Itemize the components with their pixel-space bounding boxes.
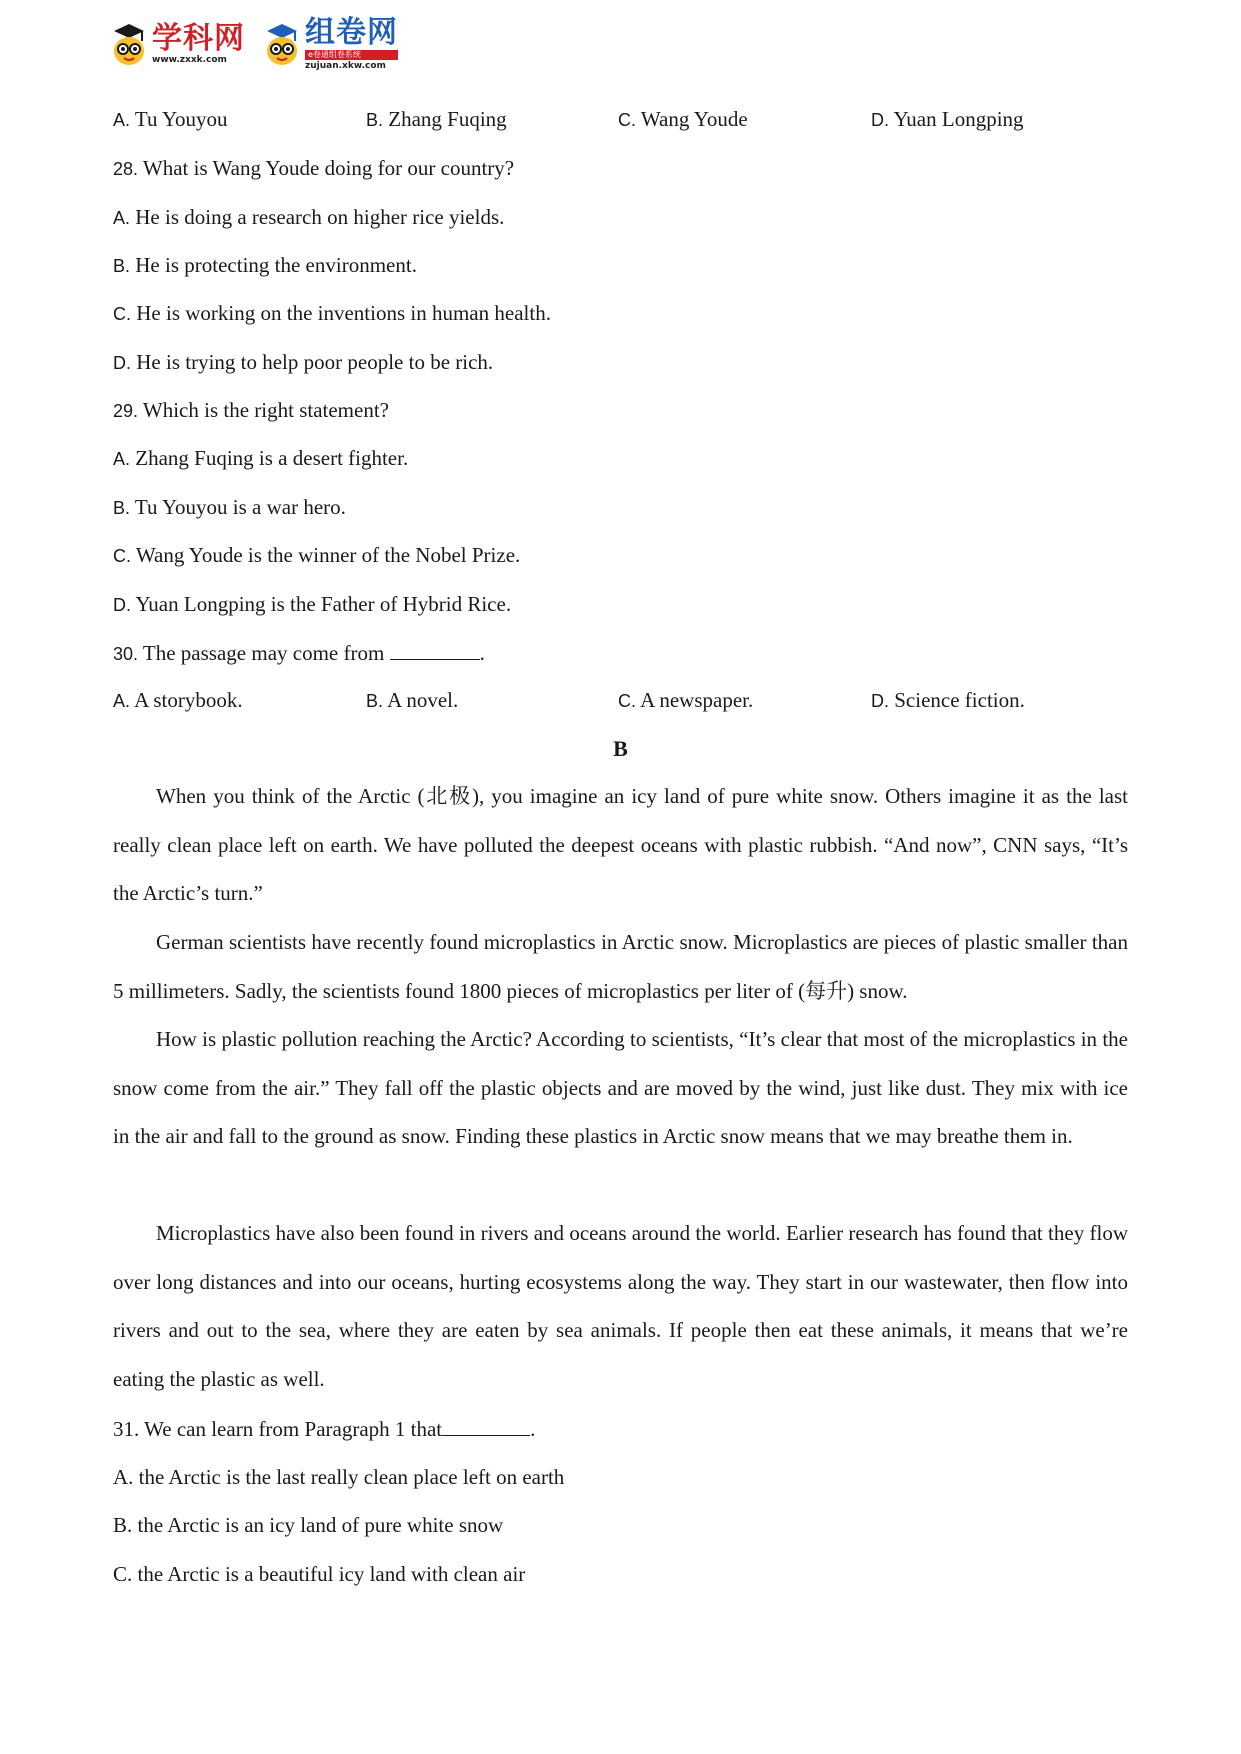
section-b-title: B xyxy=(613,736,628,761)
mascot-icon xyxy=(263,21,301,67)
q27-option-a: A. Tu Youyou xyxy=(113,107,228,131)
q29-stem: 29. Which is the right statement? xyxy=(113,398,389,422)
q28-stem: 28. What is Wang Youde doing for our country? xyxy=(113,156,515,180)
q30-option-b: B. A novel. xyxy=(366,688,459,712)
zujuan-logo-site: zujuan.xkw.com xyxy=(305,61,386,71)
zxxk-logo-site: www.zxxk.com xyxy=(152,55,227,65)
q27-option-b: B. Zhang Fuqing xyxy=(366,107,507,131)
q30-stem: 30. The passage may come from . xyxy=(113,641,485,665)
zujuan-logo-name: 组卷网 xyxy=(305,15,398,50)
page-header xyxy=(110,14,416,74)
zujuan-logo-tag: e卷通组卷系统 xyxy=(305,50,398,60)
q29-option-c: C. Wang Youde is the winner of the Nobel Prize. xyxy=(113,543,521,567)
q28-option-b: B. He is protecting the environment. xyxy=(113,253,417,277)
q28-option-d: D. He is trying to help poor people to be rich. xyxy=(113,350,494,374)
answer-blank xyxy=(390,639,480,660)
zujuan-logo xyxy=(263,17,398,71)
q28-option-a: A. He is doing a research on higher rice yields. xyxy=(113,205,505,229)
q30-option-c: C. A newspaper. xyxy=(618,688,754,712)
zxxk-logo-name: 学科网 xyxy=(152,21,245,56)
passage-paragraph-1: When you think of the Arctic (北极), you imagine an icy land of pure white snow. Others imagine it as the last really clean place left on earth. We have polluted the deepest oceans with plastic rubbish. “And now”, CNN says, “It’s the Arctic’s turn.” xyxy=(113,784,1128,905)
passage-paragraph-3: How is plastic pollution reaching the Arctic? According to scientists, “It’s clear that most of the microplastics in the snow come from the air.” They fall off the plastic objects and are moved by the wind, just like dust. They mix with ice in the air and fall to the ground as snow. Finding these plastics in Arctic snow means that we may breathe them in. xyxy=(113,1027,1128,1148)
q29-option-d: D. Yuan Longping is the Father of Hybrid Rice. xyxy=(113,592,512,616)
q28-option-c: C. He is working on the inventions in human health. xyxy=(113,301,551,325)
mascot-icon xyxy=(110,21,148,67)
passage-paragraph-2: German scientists have recently found microplastics in Arctic snow. Microplastics are pieces of plastic smaller than 5 millimeters. Sadly, the scientists found 1800 pieces of microplastics per liter of (每升) snow. xyxy=(113,930,1128,1003)
q31-option-b: B. the Arctic is an icy land of pure white snow xyxy=(113,1513,504,1537)
q30-option-d: D. Science fiction. xyxy=(871,688,1025,712)
zxxk-logo xyxy=(110,21,245,67)
q29-option-b: B. Tu Youyou is a war hero. xyxy=(113,495,346,519)
q29-option-a: A. Zhang Fuqing is a desert fighter. xyxy=(113,446,409,470)
q27-option-c: C. Wang Youde xyxy=(618,107,748,131)
q31-option-a: A. the Arctic is the last really clean place left on earth xyxy=(113,1465,565,1489)
answer-blank xyxy=(442,1415,530,1436)
q31-option-c: C. the Arctic is a beautiful icy land with clean air xyxy=(113,1562,526,1586)
q31-stem: 31. We can learn from Paragraph 1 that . xyxy=(113,1417,536,1441)
passage-paragraph-4: Microplastics have also been found in rivers and oceans around the world. Earlier research has found that they flow over long distances and into our oceans, hurting ecosystems along the way. They start in our wastewater, then flow into rivers and out to the sea, where they are eaten by sea animals. If people then eat these animals, it means that we’re eating the plastic as well. xyxy=(113,1221,1128,1391)
q27-option-d: D. Yuan Longping xyxy=(871,107,1024,131)
q30-option-a: A. A storybook. xyxy=(113,688,243,712)
